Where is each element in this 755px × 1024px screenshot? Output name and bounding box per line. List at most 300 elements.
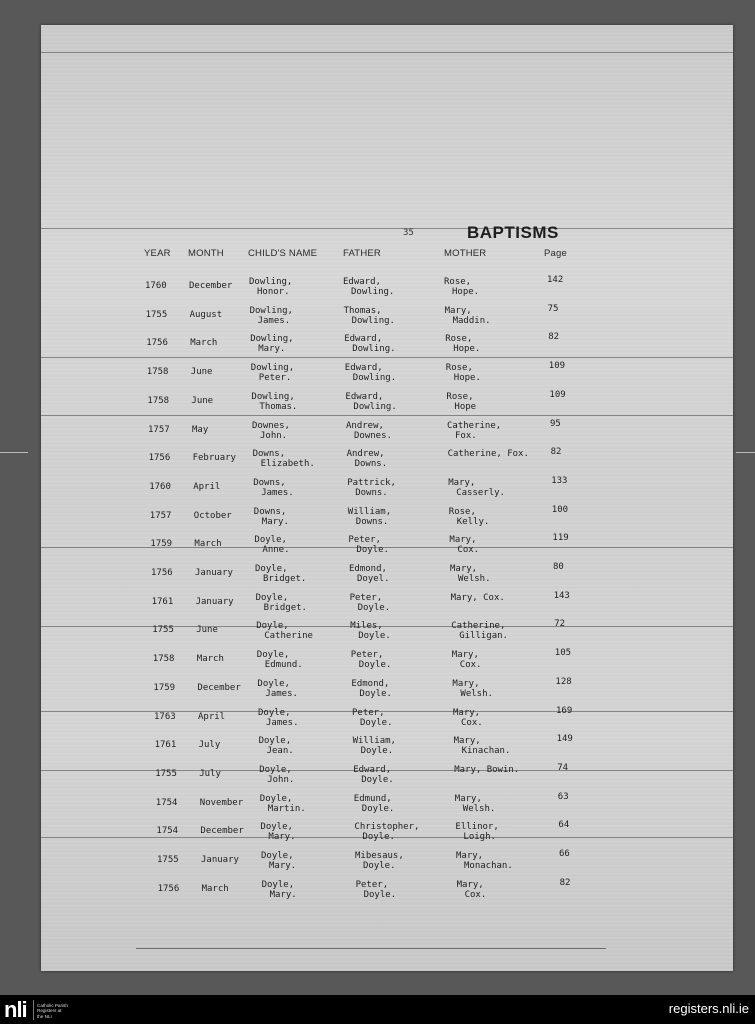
cell-year: 1759	[153, 682, 176, 693]
cell-line: Jean.	[266, 746, 294, 757]
cell-month: January	[195, 568, 233, 578]
cell-month: January	[195, 596, 234, 607]
cell-year: 1756	[146, 338, 168, 349]
cell-year: 1759	[150, 539, 173, 550]
cell-child	[257, 679, 298, 699]
cell-line: Mary,	[453, 707, 481, 718]
cell-page: 74	[557, 762, 569, 773]
cell-line: Mary,	[456, 879, 484, 890]
table-row	[46, 535, 738, 564]
cell-child	[259, 736, 294, 756]
table-row	[42, 334, 734, 363]
cell-year: 1761	[151, 596, 174, 607]
cell-line: Welsh.	[458, 574, 491, 584]
cell-line: Gilligan.	[459, 631, 508, 642]
cell-line: Dowling,	[250, 363, 295, 374]
cell-line: Dowling.	[352, 344, 396, 355]
cell-father	[355, 851, 404, 871]
cell-page: 128	[555, 676, 572, 687]
bottom-rule	[136, 948, 606, 949]
cell-year: 1760	[145, 281, 167, 291]
cell-page: 109	[549, 389, 566, 400]
cell-line: William,	[352, 736, 396, 747]
scan-line	[41, 228, 733, 229]
table-row	[41, 277, 733, 306]
cell-month: July	[198, 740, 221, 751]
cell-line: Doyle.	[358, 631, 391, 642]
cell-line: Doyle.	[363, 861, 396, 871]
column-header-year: YEAR	[144, 248, 171, 259]
cell-child	[256, 621, 313, 641]
cell-line: Downes.	[354, 430, 392, 441]
logo-divider	[33, 1000, 34, 1020]
cell-line: Thomas.	[259, 401, 298, 412]
cell-year: 1757	[149, 510, 172, 521]
cell-mother	[451, 621, 508, 641]
cell-line: Pattrick,	[347, 477, 396, 488]
cell-line: Mary,	[456, 851, 484, 861]
table-row	[45, 449, 737, 478]
cell-father	[349, 564, 390, 584]
cell-line: Hope.	[453, 373, 481, 384]
cell-month: June	[196, 625, 218, 636]
cell-line: Bridget.	[263, 602, 307, 613]
cell-line: John.	[260, 430, 288, 441]
cell-line: Hope.	[452, 287, 480, 297]
cell-page: 100	[551, 504, 569, 515]
cell-line: Hope	[454, 401, 477, 412]
cell-mother	[453, 708, 483, 728]
logo-subtitle	[37, 1003, 68, 1019]
cell-page: 105	[554, 648, 572, 659]
cell-year: 1755	[152, 625, 174, 636]
scan-line	[41, 52, 733, 53]
cell-father	[354, 822, 419, 842]
cell-father	[348, 507, 391, 527]
cell-child	[256, 593, 307, 613]
cell-child	[259, 765, 294, 785]
table-row	[47, 564, 739, 593]
cell-line: Mary.	[258, 344, 286, 355]
scan-edge-mark	[0, 452, 28, 453]
cell-line: Dowling.	[352, 373, 397, 384]
cell-mother	[450, 564, 491, 584]
table-row	[52, 822, 744, 851]
nli-logo[interactable]: nli	[4, 997, 27, 1022]
cell-page: 119	[552, 533, 569, 544]
cell-month: March	[196, 654, 224, 665]
cell-line: Mary.	[268, 832, 296, 843]
cell-line: Mary.	[269, 861, 297, 871]
cell-month: June	[191, 395, 214, 406]
cell-line: Doyle.	[357, 602, 391, 613]
table-row	[53, 851, 745, 880]
cell-line: Mary,	[452, 678, 480, 689]
cell-line: Mary,	[448, 477, 476, 488]
cell-mother	[451, 593, 505, 603]
cell-line: Mary,	[449, 535, 477, 546]
cell-year: 1757	[148, 424, 170, 435]
scan-edge-mark	[736, 452, 755, 453]
cell-mother	[449, 535, 479, 555]
cell-child	[253, 478, 294, 498]
cell-line: Mary,	[451, 650, 479, 661]
cell-line: Cox.	[461, 717, 483, 728]
cell-page: 75	[547, 303, 559, 314]
cell-line: Edward,	[353, 764, 392, 775]
cell-child	[260, 822, 295, 842]
cell-line: James.	[266, 717, 299, 728]
cell-line: Welsh.	[462, 803, 496, 814]
cell-child	[251, 392, 297, 412]
cell-child	[255, 564, 306, 584]
cell-father	[346, 421, 392, 441]
cell-line: Bridget.	[263, 574, 307, 584]
cell-child	[252, 421, 290, 441]
cell-line: Dowling.	[353, 401, 397, 412]
cell-month: December	[200, 826, 244, 837]
viewer-footer	[0, 995, 755, 1024]
cell-child	[254, 535, 289, 555]
cell-line: William,	[347, 506, 392, 517]
cell-line: Kelly.	[456, 516, 490, 527]
cell-father	[344, 334, 395, 354]
cell-line: Edmund,	[353, 793, 392, 804]
cell-line: Dowling,	[251, 391, 295, 402]
cell-line: Downs.	[354, 459, 388, 470]
cell-line: Mary.	[269, 889, 297, 900]
cell-line: Doyle.	[358, 660, 392, 671]
cell-mother	[446, 363, 481, 383]
cell-line: Hope.	[453, 344, 481, 355]
column-header-child: CHILD'S NAME	[248, 248, 318, 259]
site-link[interactable]: registers.nli.ie	[668, 1001, 749, 1016]
cell-mother	[452, 679, 493, 699]
cell-line: Doyle.	[359, 688, 392, 699]
cell-father	[352, 708, 393, 728]
cell-line: James.	[257, 315, 291, 326]
cell-line: Edmund.	[264, 660, 303, 671]
cell-month: March	[201, 883, 229, 894]
cell-line: Doyle,	[256, 650, 290, 661]
cell-line: Rose,	[448, 506, 476, 517]
cell-year: 1763	[154, 711, 176, 722]
cell-year: 1755	[145, 309, 168, 320]
cell-line: Peter,	[355, 879, 389, 890]
cell-line: Mary.	[261, 516, 289, 527]
cell-line: Doyle.	[363, 889, 397, 900]
cell-line: Dowling.	[351, 315, 395, 326]
cell-line: Kinachan.	[461, 746, 511, 757]
cell-line: Doyle.	[360, 717, 393, 728]
cell-line: Doyle.	[356, 545, 389, 556]
cell-line: Dowling,	[250, 334, 294, 345]
cell-line: Rose,	[444, 277, 472, 287]
cell-line: Downs,	[253, 477, 286, 488]
cell-father	[353, 765, 394, 785]
cell-line: Catherine	[264, 631, 313, 642]
table-row	[42, 303, 734, 335]
cell-month: June	[190, 367, 213, 378]
cell-mother	[447, 421, 501, 441]
cell-page: 66	[559, 849, 570, 859]
cell-father	[345, 363, 396, 383]
cell-page: 72	[554, 619, 566, 630]
cell-month: March	[190, 338, 218, 349]
logo-subtitle-line: Catholic Parish	[37, 1003, 68, 1008]
cell-year: 1756	[148, 453, 171, 464]
cell-month: December	[197, 682, 241, 693]
cell-mother	[448, 478, 505, 498]
table-row	[48, 590, 740, 622]
cell-child	[258, 708, 299, 728]
cell-line: Miles,	[350, 621, 383, 632]
cell-child	[260, 794, 306, 814]
cell-month: May	[192, 424, 209, 435]
cell-line: Doyle.	[360, 746, 394, 757]
cell-line: Downs,	[252, 449, 286, 460]
cell-line: Doyle,	[258, 736, 292, 747]
cell-line: Thomas,	[343, 305, 382, 316]
table-row	[51, 762, 743, 794]
cell-line: Martin.	[267, 803, 306, 814]
table-row	[49, 676, 741, 708]
table-row	[54, 877, 746, 909]
register-page	[41, 25, 733, 971]
cell-line: Welsh.	[460, 688, 493, 699]
cell-mother	[457, 880, 487, 900]
cell-year: 1756	[151, 568, 173, 578]
cell-line: Mary,	[454, 793, 482, 804]
cell-line: James.	[261, 487, 294, 498]
cell-child	[249, 277, 292, 297]
cell-line: Peter,	[352, 707, 385, 718]
cell-line: Doyle.	[361, 803, 395, 814]
cell-month: December	[189, 281, 233, 291]
cell-page: 95	[550, 418, 561, 429]
cell-line: Downes,	[252, 420, 290, 431]
cell-father	[354, 794, 395, 814]
cell-father	[348, 535, 389, 555]
cell-line: Edward,	[344, 363, 383, 374]
cell-line: Mary, Cox.	[450, 592, 505, 603]
cell-line: Edward,	[345, 391, 384, 402]
cell-line: Doyle,	[261, 879, 295, 890]
cell-child	[261, 851, 296, 871]
cell-child	[250, 334, 293, 354]
cell-line: Andrew,	[346, 420, 384, 431]
column-header-father: FATHER	[343, 248, 381, 259]
cell-page: 149	[556, 734, 573, 745]
cell-father	[356, 880, 397, 900]
cell-line: Dowling,	[249, 305, 293, 316]
cell-year: 1755	[155, 768, 177, 779]
table-row	[49, 650, 741, 679]
cell-line: Doyle,	[259, 764, 292, 775]
cell-page: 133	[551, 475, 568, 486]
cell-line: Edmond,	[351, 678, 390, 689]
cell-child	[250, 306, 293, 326]
cell-father	[347, 449, 388, 469]
cell-year: 1758	[152, 654, 175, 665]
cell-line: Doyel.	[357, 574, 390, 584]
table-row	[52, 791, 744, 823]
cell-line: Mibesaus,	[355, 851, 404, 861]
cell-page: 142	[547, 275, 564, 285]
cell-child	[254, 507, 289, 527]
cell-month: March	[194, 539, 222, 550]
cell-line: Doyle,	[257, 678, 290, 689]
cell-line: Dowling.	[351, 287, 395, 297]
cell-mother	[448, 449, 529, 459]
cell-line: Peter,	[348, 535, 381, 546]
cell-line: Edward,	[344, 334, 383, 345]
column-header-mother: MOTHER	[444, 248, 487, 259]
cell-mother	[455, 822, 498, 842]
cell-line: Honor.	[257, 287, 290, 297]
cell-father	[345, 392, 396, 412]
cell-line: Maddin.	[452, 315, 491, 326]
cell-line: Doyle,	[255, 592, 289, 603]
cell-line: Fox.	[455, 430, 477, 441]
table-row	[45, 475, 737, 507]
cell-line: Downs.	[355, 487, 388, 498]
cell-line: Christopher,	[354, 822, 420, 833]
cell-page: 82	[550, 447, 562, 458]
cell-line: Doyle.	[362, 832, 395, 843]
cell-page: 109	[548, 361, 566, 372]
cell-line: Rose,	[445, 363, 473, 374]
cell-month: January	[201, 855, 239, 865]
cell-month: April	[193, 481, 221, 492]
table-row	[48, 621, 740, 650]
table-row	[43, 389, 735, 421]
cell-mother	[445, 306, 491, 326]
table-row	[44, 418, 736, 450]
cell-year: 1754	[156, 826, 179, 837]
cell-page: 143	[553, 590, 570, 601]
column-header-month: MONTH	[188, 248, 224, 259]
cell-mother	[454, 736, 511, 756]
cell-page: 64	[558, 820, 570, 831]
cell-father	[351, 679, 392, 699]
cell-line: Casserly.	[456, 487, 505, 498]
cell-page: 80	[553, 562, 564, 572]
cell-year: 1755	[157, 855, 179, 865]
cell-father	[351, 650, 392, 670]
cell-line: Doyle,	[258, 707, 291, 718]
cell-father	[344, 306, 395, 326]
cell-month: November	[199, 797, 244, 808]
cell-line: Doyle.	[361, 774, 394, 785]
cell-line: Catherine,	[451, 621, 506, 632]
section-title: BAPTISMS	[467, 223, 559, 242]
cell-year: 1756	[157, 883, 180, 894]
cell-line: Doyle,	[261, 851, 294, 861]
cell-child	[253, 449, 315, 469]
cell-line: Mary,	[444, 305, 472, 316]
cell-line: Rose,	[446, 391, 474, 402]
cell-line: Elizabeth.	[260, 459, 315, 470]
cell-line: Andrew,	[346, 449, 385, 460]
cell-line: Downs.	[355, 516, 389, 527]
cell-line: John.	[267, 774, 295, 785]
cell-mother	[445, 334, 480, 354]
cell-page: 169	[556, 705, 573, 716]
cell-line: Loigh.	[463, 832, 496, 843]
cell-mother	[452, 650, 482, 670]
cell-year: 1760	[149, 481, 171, 492]
cell-month: August	[189, 309, 223, 320]
cell-line: Monachan.	[464, 861, 513, 871]
cell-child	[251, 363, 294, 383]
cell-page: 63	[557, 791, 569, 802]
cell-line: Ellinor,	[455, 822, 499, 833]
logo-subtitle-line: the NLI	[37, 1013, 52, 1019]
cell-father	[350, 621, 391, 641]
cell-line: Peter.	[258, 373, 292, 384]
cell-line: Peter,	[350, 650, 384, 661]
logo-subtitle-line: Registers at	[37, 1008, 62, 1014]
column-header-page: Page	[544, 248, 567, 259]
cell-child	[257, 650, 303, 670]
table-row	[51, 736, 743, 765]
table-row	[43, 363, 735, 392]
cell-line: James.	[265, 688, 298, 699]
cell-page: 82	[548, 332, 560, 343]
cell-line: Doyle,	[256, 621, 289, 632]
cell-year: 1758	[146, 367, 169, 378]
cell-line: Mary, Bowin.	[454, 764, 520, 775]
cell-line: Anne.	[262, 545, 290, 556]
cell-page: 82	[559, 877, 571, 888]
cell-line: Mary,	[453, 736, 481, 747]
cell-line: Catherine,	[447, 420, 502, 431]
cell-line: Dowling,	[249, 277, 293, 287]
cell-mother	[446, 392, 476, 412]
cell-line: Rose,	[445, 334, 473, 345]
cell-year: 1758	[147, 395, 170, 406]
cell-line: Doyle,	[255, 564, 288, 574]
cell-line: Doyle,	[259, 793, 293, 804]
cell-father	[350, 593, 391, 613]
cell-year: 1761	[154, 740, 177, 751]
cell-father	[343, 277, 394, 297]
cell-line: Downs,	[253, 506, 287, 517]
cell-mother	[444, 277, 479, 297]
cell-mother	[456, 851, 513, 871]
cell-mother	[449, 507, 490, 527]
cell-month: April	[198, 711, 226, 722]
cell-line: Cox.	[457, 545, 480, 556]
cell-line: Cox.	[464, 889, 487, 900]
cell-month: February	[192, 453, 236, 464]
cell-mother	[454, 765, 519, 775]
cell-father	[353, 736, 396, 756]
table-row	[46, 504, 738, 536]
cell-year: 1754	[155, 797, 178, 808]
cell-line: Peter,	[349, 592, 383, 603]
cell-line: Doyle,	[254, 535, 287, 546]
cell-line: Edward,	[343, 277, 381, 287]
cell-line: Cox.	[459, 660, 482, 671]
cell-mother	[455, 794, 496, 814]
cell-month: July	[199, 768, 221, 779]
cell-line: Edmond,	[349, 564, 387, 574]
cell-line: Mary,	[450, 564, 478, 574]
cell-child	[262, 880, 297, 900]
cell-line: Doyle,	[260, 822, 293, 833]
